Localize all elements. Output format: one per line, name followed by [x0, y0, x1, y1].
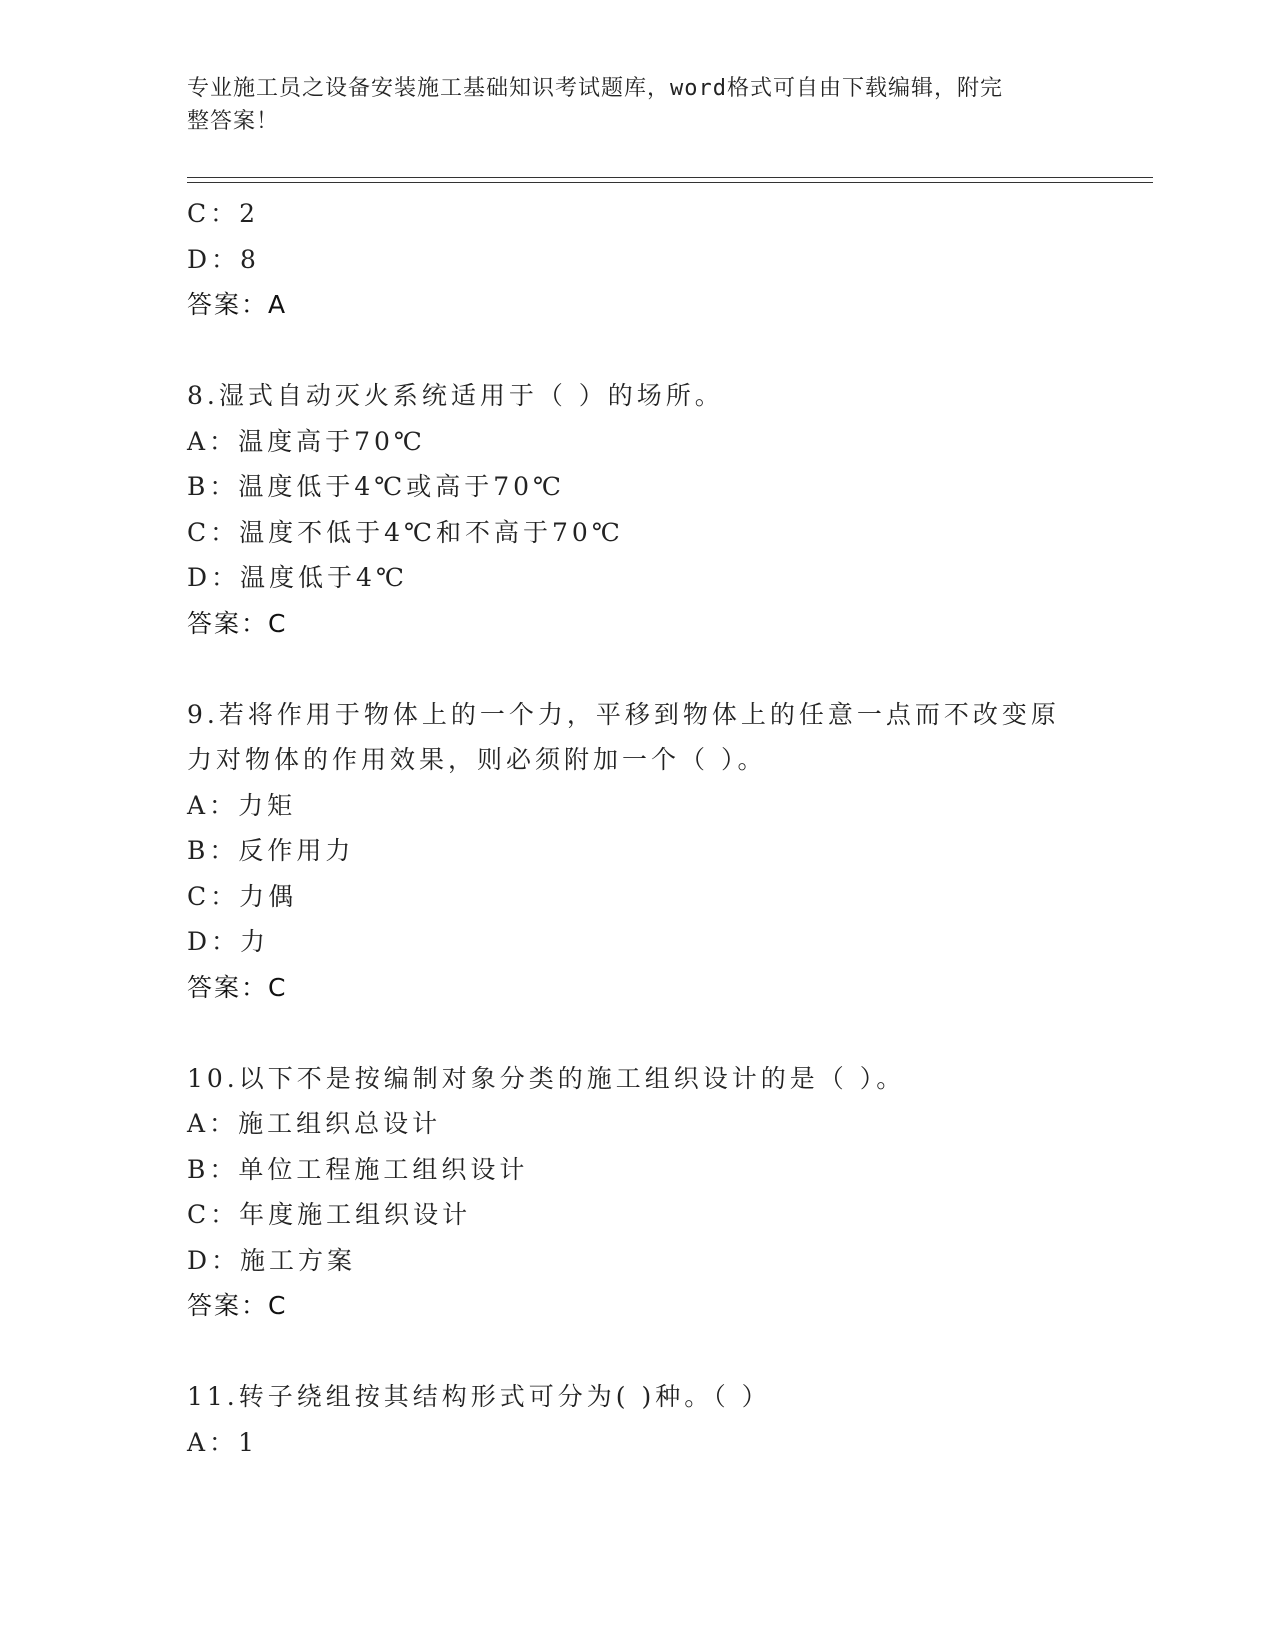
question-stem-line-1: 9.若将作用于物体上的一个力，平移到物体上的任意一点而不改变原 [187, 699, 1060, 729]
option-text: 力偶 [239, 881, 298, 911]
header-divider-bottom [187, 182, 1153, 183]
answer-line: 答案：C [187, 1291, 288, 1320]
option-label: A： [187, 1109, 239, 1138]
option-text: 力矩 [238, 790, 297, 820]
option-c [187, 874, 1087, 920]
option-text: 温度低于4℃或高于70℃ [238, 472, 566, 501]
question-partial [187, 191, 1087, 328]
option-b [187, 828, 1087, 874]
option-label: D： [187, 563, 241, 592]
option-text: 1 [238, 1427, 258, 1457]
option-label: D： [187, 927, 241, 956]
question-stem: 10.以下不是按编制对象分类的施工组织设计的是（ ）。 [187, 1063, 906, 1093]
option-text: 力 [240, 927, 270, 956]
document-body [187, 191, 1087, 1465]
option-label: C： [187, 1200, 240, 1229]
option-label: A： [187, 790, 239, 820]
option-d [187, 919, 1087, 965]
question-11 [187, 1374, 1087, 1465]
option-text: 温度不低于4℃和不高于70℃ [239, 517, 624, 547]
option-a [187, 1420, 1087, 1466]
option-c [187, 510, 1087, 556]
option-label: C： [187, 199, 240, 228]
option-text: 温度高于70℃ [238, 426, 426, 456]
option-label: A： [187, 1427, 239, 1457]
option-text: 温度低于4℃ [240, 563, 408, 592]
option-a [187, 419, 1087, 465]
spacer [187, 1010, 1087, 1056]
option-d [187, 555, 1087, 601]
option-b [187, 1147, 1087, 1193]
option-label: C： [187, 517, 240, 547]
spacer [187, 646, 1087, 692]
option-a [187, 1101, 1087, 1147]
document-header [187, 72, 1067, 138]
option-label: B： [187, 836, 239, 865]
option-d [187, 1238, 1087, 1284]
header-divider-top [187, 177, 1153, 178]
option-text: 施工方案 [240, 1245, 357, 1275]
option-label: B： [187, 1154, 239, 1184]
header-line-1: 专业施工员之设备安装施工基础知识考试题库，word格式可自由下载编辑，附完 [187, 76, 1003, 101]
question-stem: 11.转子绕组按其结构形式可分为( )种。（ ） [187, 1382, 771, 1411]
answer-line: 答案：C [187, 972, 288, 1002]
header-line-2: 整答案！ [187, 109, 280, 134]
question-stem-line-2: 力对物体的作用效果，则必须附加一个（ ）。 [187, 745, 767, 774]
option-a [187, 783, 1087, 829]
option-text: 年度施工组织设计 [239, 1200, 472, 1229]
spacer [187, 1329, 1087, 1375]
option-text: 2 [239, 199, 260, 228]
question-10 [187, 1056, 1087, 1329]
option-label: A： [187, 426, 239, 456]
spacer [187, 328, 1087, 374]
option-text: 单位工程施工组织设计 [238, 1154, 529, 1184]
option-label: D： [187, 244, 241, 274]
option-c [187, 191, 1087, 237]
option-label: C： [187, 881, 240, 911]
option-b [187, 464, 1087, 510]
option-label: B： [187, 472, 239, 501]
option-d [187, 237, 1087, 283]
option-c [187, 1192, 1087, 1238]
option-text: 反作用力 [238, 836, 355, 865]
answer-line: 答案：A [187, 290, 288, 319]
question-stem: 8.湿式自动灭火系统适用于（ ）的场所。 [187, 381, 724, 410]
question-8 [187, 373, 1087, 646]
answer-line: 答案：C [187, 608, 288, 638]
option-label: D： [187, 1245, 241, 1275]
option-text: 8 [240, 244, 260, 274]
option-text: 施工组织总设计 [238, 1109, 442, 1138]
question-9 [187, 692, 1087, 1011]
